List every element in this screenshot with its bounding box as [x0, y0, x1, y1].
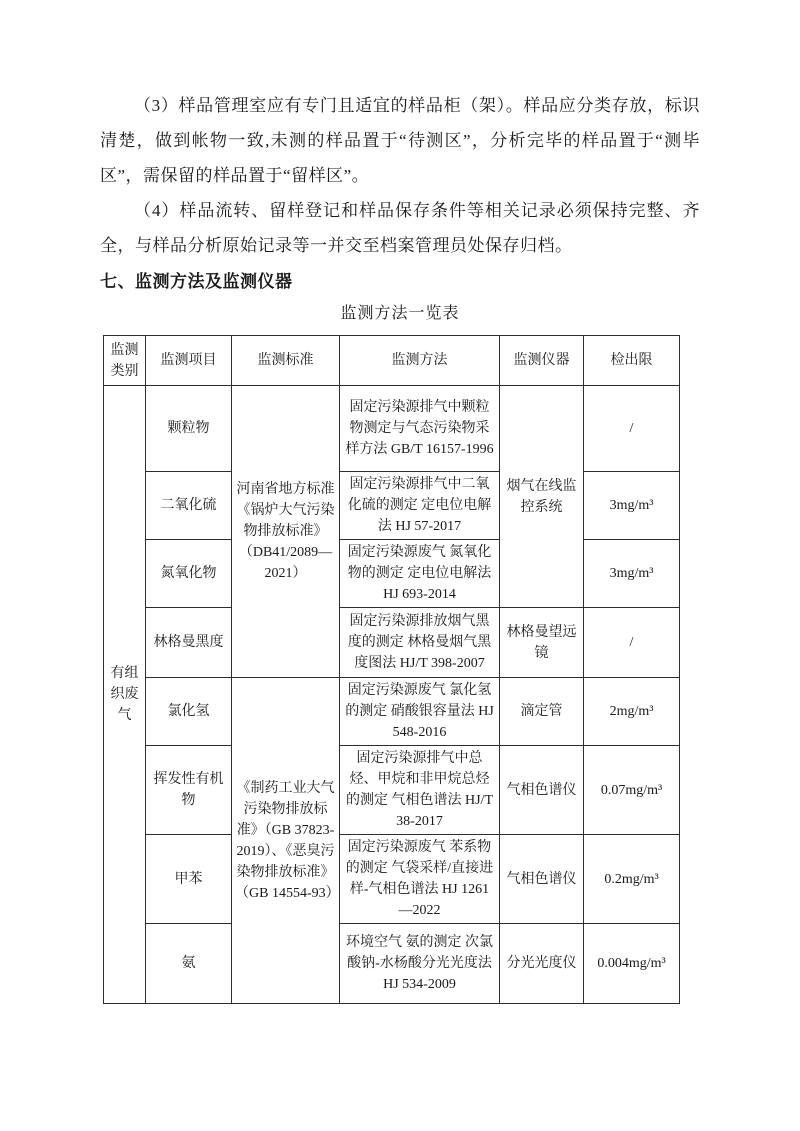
- cell-method: 固定污染源排气中颗粒物测定与气态污染物采样方法 GB/T 16157-1996: [340, 386, 500, 472]
- paragraph-sample-storage: （3）样品管理室应有专门且适宜的样品柜（架）。样品应分类存放，标识清楚，做到帐物一致,未测的样品置于“待测区”，分析完毕的样品置于“测毕区”，需保留的样品置于“留样区”。: [100, 96, 700, 185]
- table-row: [104, 540, 680, 608]
- document-content: [100, 88, 700, 1004]
- cell-instrument: 林格曼望远镜: [500, 608, 584, 678]
- cell-limit: 0.07mg/m³: [584, 746, 680, 835]
- table-row: [104, 746, 680, 835]
- header-detection-limit: 检出限: [584, 336, 680, 386]
- cell-item: 林格曼黑度: [146, 608, 232, 678]
- header-monitor-item: 监测项目: [146, 336, 232, 386]
- cell-item: 氯化氢: [146, 678, 232, 746]
- header-monitor-standard: 监测标准: [232, 336, 340, 386]
- cell-item: 二氧化硫: [146, 472, 232, 540]
- header-monitor-instrument: 监测仪器: [500, 336, 584, 386]
- cell-method: 固定污染源废气 氯化氢的测定 硝酸银容量法 HJ 548-2016: [340, 678, 500, 746]
- cell-method: 固定污染源排放烟气黑度的测定 林格曼烟气黑度图法 HJ/T 398-2007: [340, 608, 500, 678]
- table-row: [104, 924, 680, 1004]
- cell-instrument: 气相色谱仪: [500, 835, 584, 924]
- cell-category: 有组织废气: [104, 386, 146, 1004]
- cell-instrument: 气相色谱仪: [500, 746, 584, 835]
- cell-method: 固定污染源排气中总烃、甲烷和非甲烷总烃的测定 气相色谱法 HJ/T 38-2017: [340, 746, 500, 835]
- section-heading: 七、监测方法及监测仪器: [100, 272, 293, 291]
- table-row: [104, 835, 680, 924]
- cell-limit: 3mg/m³: [584, 540, 680, 608]
- cell-limit: 0.004mg/m³: [584, 924, 680, 1004]
- cell-item: 颗粒物: [146, 386, 232, 472]
- header-monitor-method: 监测方法: [340, 336, 500, 386]
- table-header-row: [104, 336, 680, 386]
- cell-limit: 2mg/m³: [584, 678, 680, 746]
- cell-method: 固定污染源排气中二氧化硫的测定 定电位电解法 HJ 57-2017: [340, 472, 500, 540]
- cell-standard: 《制药工业大气污染物排放标准》（GB 37823-2019）、《恶臭污染物排放标准》（GB 14554-93）: [232, 678, 340, 1004]
- cell-limit: 0.2mg/m³: [584, 835, 680, 924]
- cell-method: 环境空气 氨的测定 次氯酸钠-水杨酸分光光度法 HJ 534-2009: [340, 924, 500, 1004]
- table-row: [104, 386, 680, 472]
- table-title: 监测方法一览表: [340, 305, 460, 322]
- cell-standard: 河南省地方标准《锅炉大气污染物排放标准》（DB41/2089—2021）: [232, 386, 340, 678]
- cell-item: 挥发性有机物: [146, 746, 232, 835]
- cell-limit: /: [584, 386, 680, 472]
- cell-method: 固定污染源废气 苯系物的测定 气袋采样/直接进样-气相色谱法 HJ 1261—2022: [340, 835, 500, 924]
- cell-limit: 3mg/m³: [584, 472, 680, 540]
- cell-instrument: 滴定管: [500, 678, 584, 746]
- cell-item: 氨: [146, 924, 232, 1004]
- cell-instrument: 分光光度仪: [500, 924, 584, 1004]
- paragraph-sample-records: （4）样品流转、留样登记和样品保存条件等相关记录必须保持完整、齐全，与样品分析原始记录等一并交至档案管理员处保存归档。: [100, 201, 700, 255]
- cell-item: 甲苯: [146, 835, 232, 924]
- cell-method: 固定污染源废气 氮氧化物的测定 定电位电解法 HJ 693-2014: [340, 540, 500, 608]
- table-row: [104, 678, 680, 746]
- table-row: [104, 472, 680, 540]
- cell-instrument: 烟气在线监控系统: [500, 386, 584, 608]
- table-row: [104, 608, 680, 678]
- monitoring-method-table: [103, 335, 680, 1004]
- header-monitor-category: 监测类别: [104, 336, 146, 386]
- cell-item: 氮氧化物: [146, 540, 232, 608]
- cell-limit: /: [584, 608, 680, 678]
